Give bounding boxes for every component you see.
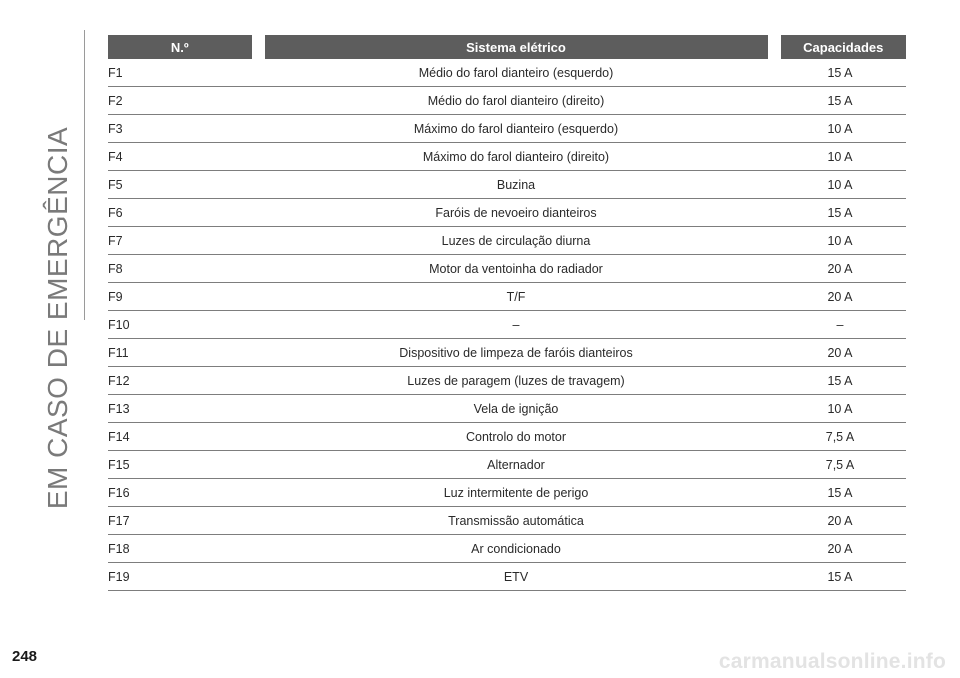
table-row bbox=[108, 563, 906, 591]
header-number: N.º bbox=[108, 35, 258, 59]
fuse-system-cell: Médio do farol dianteiro (direito) bbox=[258, 87, 774, 115]
side-divider bbox=[84, 30, 85, 320]
table-row bbox=[108, 143, 906, 171]
fuse-table bbox=[108, 35, 906, 591]
header-capacity: Capacidades bbox=[774, 35, 906, 59]
fuse-system-cell: ETV bbox=[258, 563, 774, 591]
fuse-capacity-cell: 20 A bbox=[774, 535, 906, 563]
page-number: 248 bbox=[12, 648, 38, 665]
fuse-number-cell: F7 bbox=[108, 227, 258, 255]
fuse-capacity-cell: 10 A bbox=[774, 143, 906, 171]
fuse-number-cell: F17 bbox=[108, 507, 258, 535]
table-row bbox=[108, 367, 906, 395]
header-system: Sistema elétrico bbox=[258, 35, 774, 59]
fuse-capacity-cell: 20 A bbox=[774, 507, 906, 535]
fuse-number-cell: F15 bbox=[108, 451, 258, 479]
fuse-number-cell: F4 bbox=[108, 143, 258, 171]
table-row bbox=[108, 311, 906, 339]
fuse-capacity-cell: 7,5 A bbox=[774, 451, 906, 479]
table-row bbox=[108, 507, 906, 535]
fuse-system-cell: Vela de ignição bbox=[258, 395, 774, 423]
table-row bbox=[108, 227, 906, 255]
fuse-number-cell: F13 bbox=[108, 395, 258, 423]
fuse-number-cell: F1 bbox=[108, 59, 258, 87]
fuse-system-cell: Controlo do motor bbox=[258, 423, 774, 451]
table-row bbox=[108, 199, 906, 227]
table-header-row bbox=[108, 35, 906, 59]
fuse-number-cell: F2 bbox=[108, 87, 258, 115]
table-row bbox=[108, 87, 906, 115]
fuse-system-cell: Alternador bbox=[258, 451, 774, 479]
fuse-number-cell: F3 bbox=[108, 115, 258, 143]
table-row bbox=[108, 171, 906, 199]
table-row bbox=[108, 423, 906, 451]
table-row bbox=[108, 255, 906, 283]
fuse-capacity-cell: 15 A bbox=[774, 87, 906, 115]
fuse-system-cell: Ar condicionado bbox=[258, 535, 774, 563]
fuse-number-cell: F14 bbox=[108, 423, 258, 451]
fuse-system-cell: T/F bbox=[258, 283, 774, 311]
table-row bbox=[108, 115, 906, 143]
fuse-system-cell: Motor da ventoinha do radiador bbox=[258, 255, 774, 283]
fuse-capacity-cell: 10 A bbox=[774, 115, 906, 143]
fuse-number-cell: F16 bbox=[108, 479, 258, 507]
fuse-capacity-cell: 20 A bbox=[774, 255, 906, 283]
fuse-capacity-cell: 10 A bbox=[774, 171, 906, 199]
fuse-capacity-cell: 15 A bbox=[774, 199, 906, 227]
fuse-capacity-cell: – bbox=[774, 311, 906, 339]
table-row bbox=[108, 59, 906, 87]
table-body bbox=[108, 59, 906, 591]
fuse-system-cell: Luzes de circulação diurna bbox=[258, 227, 774, 255]
table-row bbox=[108, 395, 906, 423]
fuse-capacity-cell: 10 A bbox=[774, 227, 906, 255]
fuse-system-cell: Máximo do farol dianteiro (direito) bbox=[258, 143, 774, 171]
fuse-capacity-cell: 15 A bbox=[774, 367, 906, 395]
fuse-system-cell: Faróis de nevoeiro dianteiros bbox=[258, 199, 774, 227]
table-row bbox=[108, 283, 906, 311]
fuse-system-cell: Dispositivo de limpeza de faróis dianteiros bbox=[258, 339, 774, 367]
fuse-number-cell: F9 bbox=[108, 283, 258, 311]
fuse-number-cell: F8 bbox=[108, 255, 258, 283]
table-row bbox=[108, 479, 906, 507]
fuse-number-cell: F11 bbox=[108, 339, 258, 367]
fuse-system-cell: – bbox=[258, 311, 774, 339]
fuse-capacity-cell: 20 A bbox=[774, 283, 906, 311]
fuse-number-cell: F5 bbox=[108, 171, 258, 199]
fuse-number-cell: F18 bbox=[108, 535, 258, 563]
fuse-number-cell: F6 bbox=[108, 199, 258, 227]
fuse-capacity-cell: 10 A bbox=[774, 395, 906, 423]
section-side-title-text: EM CASO DE EMERGÊNCIA bbox=[42, 126, 73, 510]
fuse-system-cell: Transmissão automática bbox=[258, 507, 774, 535]
fuse-number-cell: F10 bbox=[108, 311, 258, 339]
fuse-capacity-cell: 20 A bbox=[774, 339, 906, 367]
fuse-capacity-cell: 15 A bbox=[774, 563, 906, 591]
fuse-system-cell: Luz intermitente de perigo bbox=[258, 479, 774, 507]
fuse-system-cell: Buzina bbox=[258, 171, 774, 199]
fuse-number-cell: F12 bbox=[108, 367, 258, 395]
table-row bbox=[108, 451, 906, 479]
watermark: carmanualsonline.info bbox=[718, 650, 946, 673]
fuse-system-cell: Médio do farol dianteiro (esquerdo) bbox=[258, 59, 774, 87]
fuse-number-cell: F19 bbox=[108, 563, 258, 591]
fuse-capacity-cell: 15 A bbox=[774, 59, 906, 87]
table-row bbox=[108, 339, 906, 367]
fuse-capacity-cell: 15 A bbox=[774, 479, 906, 507]
fuse-system-cell: Máximo do farol dianteiro (esquerdo) bbox=[258, 115, 774, 143]
table-row bbox=[108, 535, 906, 563]
fuse-system-cell: Luzes de paragem (luzes de travagem) bbox=[258, 367, 774, 395]
fuse-capacity-cell: 7,5 A bbox=[774, 423, 906, 451]
